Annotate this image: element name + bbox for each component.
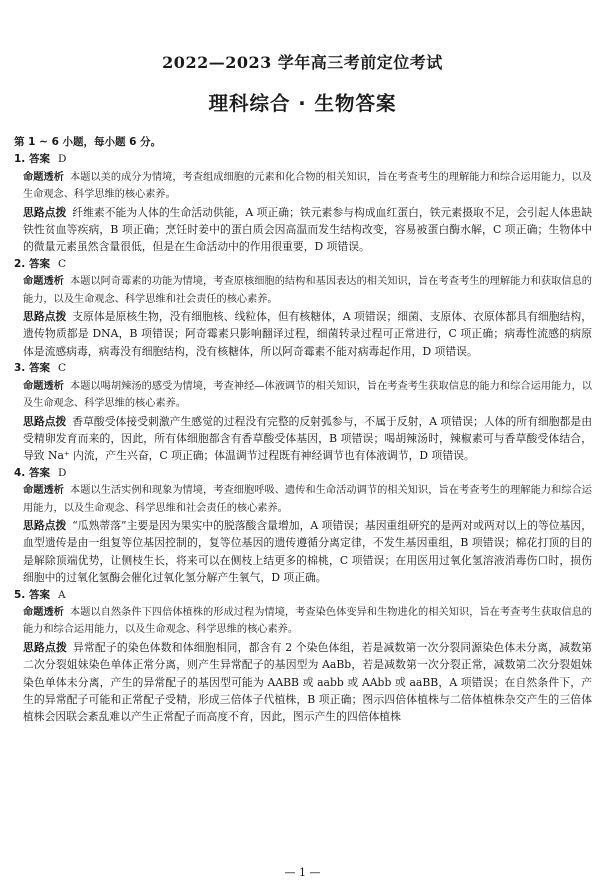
question-answer: C (57, 257, 66, 270)
question-number: 1. 答案 (14, 153, 50, 166)
hint-paragraph (14, 639, 592, 726)
question-header (14, 151, 592, 168)
section-intro: 第 1 ~ 6 小题，每小题 6 分。 (14, 136, 162, 148)
analysis-text: 本题以生活实例和现象为情境，考查细胞呼吸、遗传和生命活动调节的相关知识，旨在考查考生的理解能力和综合运用能力，以及生命观念、科学思维和社会责任的核心素养。 (23, 485, 592, 514)
question-answer: D (57, 153, 67, 166)
hint-text: 香草酸受体接受刺激产生感觉的过程没有完整的反射弧参与，不属于反射，A 项错误；人体的所有细胞都是由受精卵发育而来的，因此，所有体细胞都含有香草酸受体基因，B 项错误；喝胡辣汤时，辣椒素可与香草酸受体结合，导致 Na⁺ 内流，产生兴奋，C 项正确；体温调节过程既有神经调节也有体液调节，D 项错误。 (23, 414, 592, 463)
analysis-paragraph (14, 169, 592, 204)
question-2 (14, 256, 592, 360)
question-number: 5. 答案 (14, 588, 50, 601)
analysis-label: 命题透析 (23, 606, 64, 618)
analysis-label: 命题透析 (23, 485, 64, 497)
analysis-label: 命题透析 (23, 380, 64, 392)
hint-text: “瓜熟蒂落”主要是因为果实中的脱落酸含量增加，A 项错误；基因重组研究的是两对或两对以上的等位基因，血型遗传是由一组复等位基因控制的，复等位基因的遗传遵循分离定律，不发生基因重组，B 项错误；棉花打顶的目的是解除顶端优势，让侧枝生长，将来可以在侧枝上结更多的棉桃，C 项错误；在用医用过氧化氢溶液消毒伤口时，损伤细胞中的过氧化氢酶会催化过氧化氢分解产生氧气，D 项正确。 (23, 518, 593, 585)
hint-text: 纤维素不能为人体的生命活动供能，A 项正确；铁元素参与构成血红蛋白，铁元素摄取不足，会引起人体患缺铁性贫血等疾病，B 项正确；烹饪时姜中的蛋白质会因高温而发生结构改变，容易被蛋白酶水解，C 项正确；生物体中的微量元素虽然含量很低，但是在生命活动中的作用很重要，D 项错误。 (23, 205, 592, 254)
question-header (14, 587, 592, 604)
page-number: — 1 — (284, 866, 321, 879)
analysis-text: 本题以自然条件下四倍体植株的形成过程为情境，考查染色体变异和生物进化的相关知识，旨在考查考生获取信息的能力和综合运用能力，以及生命观念、科学思维的核心素养。 (23, 606, 592, 636)
question-answer: A (57, 588, 66, 601)
question-header (14, 360, 592, 377)
question-5 (14, 587, 592, 726)
hint-paragraph (14, 308, 592, 360)
analysis-paragraph (14, 482, 592, 517)
question-number: 2. 答案 (14, 257, 50, 270)
hint-label: 思路点拨 (23, 205, 67, 219)
hint-text: 异常配子的染色体数和体细胞相同，都含有 2 个染色体组，若是减数第一次分裂同源染色体未分离，减数第二次分裂姐妹染色单体正常分离，则产生异常配子的基因型为 AaBb，若是减数第一次分裂正常，减数第二次分裂姐妹染色单体未分离，产生的异常配子的基因型可能为 AABB 或 aabb 或 AAbb 或 aaBB，A 项错误；在自然条件下，产生的异常配子可能和正常配子受精，形成三倍体子代植株，B 项正确；图示四倍体植株与二倍体植株杂交产生的三倍体植株会因联会紊乱难以产生正常配子而高度不育，因此，图示产生的四倍体植株 (23, 640, 593, 724)
analysis-text: 本题以美的成分为情境，考查组成细胞的元素和化合物的相关知识，旨在考查考生的理解能力和综合运用能力，以及生命观念、科学思维的核心素养。 (23, 171, 592, 201)
question-answer: D (57, 466, 67, 479)
question-answer: C (57, 362, 66, 375)
question-3 (14, 360, 592, 464)
analysis-text: 本题以阿奇霉素的功能为情境，考查原核细胞的结构和基因表达的相关知识，旨在考查考生的理解能力和获取信息的能力，以及生命观念、科学思维和社会责任的核心素养。 (23, 276, 592, 305)
question-4 (14, 465, 592, 587)
question-header (14, 256, 592, 273)
hint-label: 思路点拨 (23, 414, 67, 428)
analysis-paragraph (14, 604, 592, 639)
analysis-paragraph (14, 378, 592, 413)
hint-paragraph (14, 517, 592, 587)
hint-text: 支原体是原核生物，没有细胞核、线粒体，但有核糖体，A 项错误；细菌、支原体、衣原体都具有细胞结构，遗传物质都是 DNA，B 项错误；阿奇霉素只影响翻译过程，细菌转录过程可正常进行，C 项正确；病毒性流感的病原体是流感病毒，病毒没有细胞结构，没有核糖体，所以阿奇霉素不能对病毒起作用，D 项错误。 (23, 310, 592, 358)
analysis-label: 命题透析 (23, 276, 64, 288)
hint-label: 思路点拨 (23, 518, 67, 532)
document-title: 2022—2023 学年高三考前定位考试 (162, 53, 443, 72)
question-1 (14, 151, 592, 255)
analysis-paragraph (14, 273, 592, 308)
question-number: 4. 答案 (14, 466, 50, 479)
answer-content (14, 134, 592, 726)
question-header (14, 465, 592, 482)
question-number: 3. 答案 (14, 362, 50, 375)
hint-paragraph (14, 413, 592, 465)
hint-label: 思路点拨 (23, 640, 67, 654)
analysis-label: 命题透析 (23, 171, 64, 183)
document-subtitle: 理科综合 · 生物答案 (208, 92, 397, 115)
hint-paragraph (14, 204, 592, 256)
hint-label: 思路点拨 (23, 310, 67, 324)
analysis-text: 本题以喝胡辣汤的感受为情境，考查神经—体液调节的相关知识，旨在考查考生获取信息的能力和综合运用能力，以及生命观念、科学思维的核心素养。 (23, 380, 592, 410)
